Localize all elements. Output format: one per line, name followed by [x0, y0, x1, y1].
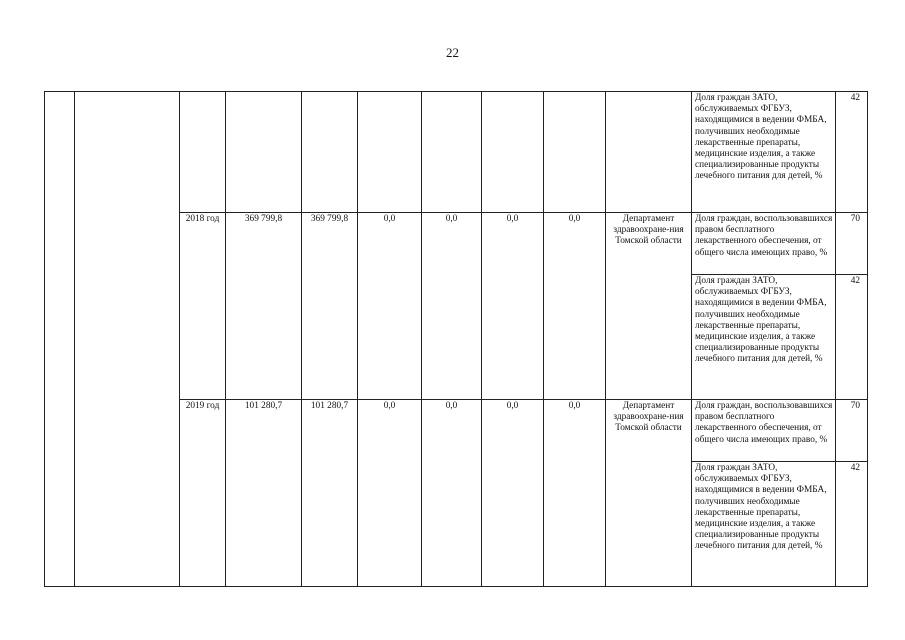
- funding-cell: 369 799,8: [302, 213, 358, 400]
- year-cell: 2018 год: [180, 213, 226, 400]
- indicator-name-cell: Доля граждан ЗАТО, обслуживаемых ФГБУЗ, находящимися в ведении ФМБА, получивших необходимые лекарственные препараты, медицинские изделия, а также специализированные продукты лечебного питания для детей, %: [692, 92, 836, 213]
- funding-cell: 0,0: [482, 213, 544, 400]
- funding-cell: 0,0: [422, 213, 482, 400]
- year-cell: [180, 92, 226, 213]
- funding-cell: [422, 92, 482, 213]
- year-cell: 2019 год: [180, 400, 226, 587]
- indicator-value-cell: 70: [836, 213, 868, 275]
- executor-cell: Департамент здравоохране-ния Томской области: [606, 400, 692, 587]
- indicator-value-cell: 70: [836, 400, 868, 462]
- total-cell: [226, 92, 302, 213]
- executor-cell: Департамент здравоохране-ния Томской области: [606, 213, 692, 400]
- measure-name-cell: [75, 92, 180, 587]
- funding-cell: 0,0: [482, 400, 544, 587]
- funding-cell: [358, 92, 422, 213]
- funding-cell: 0,0: [544, 400, 606, 587]
- indicator-value-cell: 42: [836, 275, 868, 400]
- funding-cell: [482, 92, 544, 213]
- total-cell: 101 280,7: [226, 400, 302, 587]
- program-table: [44, 91, 868, 587]
- funding-cell: 0,0: [422, 400, 482, 587]
- indicator-value-cell: 42: [836, 462, 868, 587]
- funding-cell: [302, 92, 358, 213]
- funding-cell: [544, 92, 606, 213]
- executor-cell: [606, 92, 692, 213]
- table-row: [45, 92, 868, 213]
- page-number: 22: [446, 45, 459, 60]
- number-cell: [45, 92, 75, 587]
- indicator-name-cell: Доля граждан ЗАТО, обслуживаемых ФГБУЗ, находящимися в ведении ФМБА, получивших необходимые лекарственные препараты, медицинские изделия, а также специализированные продукты лечебного питания для детей, %: [692, 275, 836, 400]
- indicator-value-cell: 42: [836, 92, 868, 213]
- indicator-name-cell: Доля граждан, воспользовавшихся правом бесплатного лекарственного обеспечения, от общего числа имеющих право, %: [692, 400, 836, 462]
- funding-cell: 0,0: [358, 213, 422, 400]
- indicator-name-cell: Доля граждан ЗАТО, обслуживаемых ФГБУЗ, находящимися в ведении ФМБА, получивших необходимые лекарственные препараты, медицинские изделия, а также специализированные продукты лечебного питания для детей, %: [692, 462, 836, 587]
- indicator-name-cell: Доля граждан, воспользовавшихся правом бесплатного лекарственного обеспечения, от общего числа имеющих право, %: [692, 213, 836, 275]
- funding-cell: 0,0: [358, 400, 422, 587]
- funding-cell: 0,0: [544, 213, 606, 400]
- total-cell: 369 799,8: [226, 213, 302, 400]
- funding-cell: 101 280,7: [302, 400, 358, 587]
